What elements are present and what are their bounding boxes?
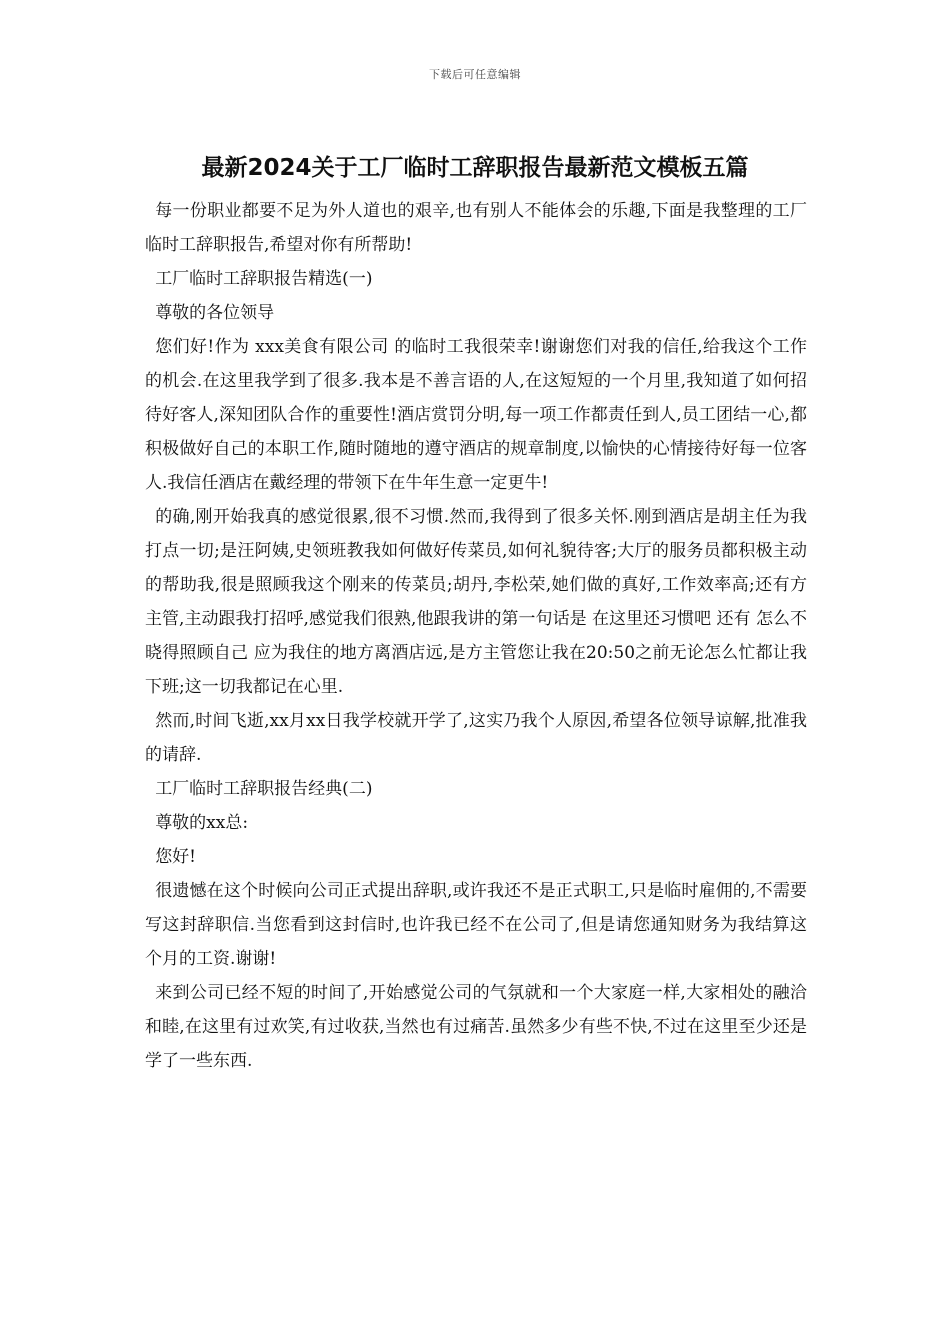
salutation-2: 尊敬的xx总: bbox=[155, 813, 249, 833]
section-heading-1: 工厂临时工辞职报告精选(一) bbox=[155, 269, 373, 289]
paragraph: 您们好!作为 xxx美食有限公司 的临时工我很荣幸!谢谢您们对我的信任,给我这个工作的机会.在这里我学到了很多.我本是不善言语的人,在这短短的一个月里,我知道了如何招待好客人,深知团队合作的重要性!酒店赏罚分明,每一项工作都责任到人,员工团结一心,都积极做好自己的本职工作,随时随地的遵守酒店的规章制度,以愉快的心情接待好每一位客人.我信任酒店在戴经理的带领下在牛年生意一定更牛! bbox=[145, 337, 807, 493]
document-body bbox=[145, 194, 807, 1078]
greeting: 您好! bbox=[155, 847, 197, 867]
paragraph: 然而,时间飞逝,xx月xx日我学校就开学了,这实乃我个人原因,希望各位领导谅解,批准我的请辞. bbox=[145, 711, 807, 765]
paragraph: 的确,刚开始我真的感觉很累,很不习惯.然而,我得到了很多关怀.刚到酒店是胡主任为我打点一切;是汪阿姨,史领班教我如何做好传菜员,如何礼貌待客;大厅的服务员都积极主动的帮助我,很是照顾我这个刚来的传菜员;胡丹,李松荣,她们做的真好,工作效率高;还有方主管,主动跟我打招呼,感觉我们很熟,他跟我讲的第一句话是 在这里还习惯吧 还有 怎么不晓得照顾自己 应为我住的地方离酒店远,是方主管您让我在20:50之前无论怎么忙都让我下班;这一切我都记在心里. bbox=[145, 507, 807, 697]
document-title: 最新2024关于工厂临时工辞职报告最新范文模板五篇 bbox=[201, 155, 749, 181]
paragraph: 很遗憾在这个时候向公司正式提出辞职,或许我还不是正式职工,只是临时雇佣的,不需要写这封辞职信.当您看到这封信时,也许我已经不在公司了,但是请您通知财务为我结算这个月的工资.谢谢! bbox=[145, 881, 807, 969]
header-note: 下载后可任意编辑 bbox=[429, 68, 521, 81]
salutation-1: 尊敬的各位领导 bbox=[155, 303, 275, 323]
paragraph: 来到公司已经不短的时间了,开始感觉公司的气氛就和一个大家庭一样,大家相处的融洽和睦,在这里有过欢笑,有过收获,当然也有过痛苦.虽然多少有些不快,不过在这里至少还是学了一些东西. bbox=[145, 983, 807, 1071]
section-heading-2: 工厂临时工辞职报告经典(二) bbox=[155, 779, 373, 799]
paragraph-intro: 每一份职业都要不足为外人道也的艰辛,也有别人不能体会的乐趣,下面是我整理的工厂临时工辞职报告,希望对你有所帮助! bbox=[145, 201, 807, 255]
